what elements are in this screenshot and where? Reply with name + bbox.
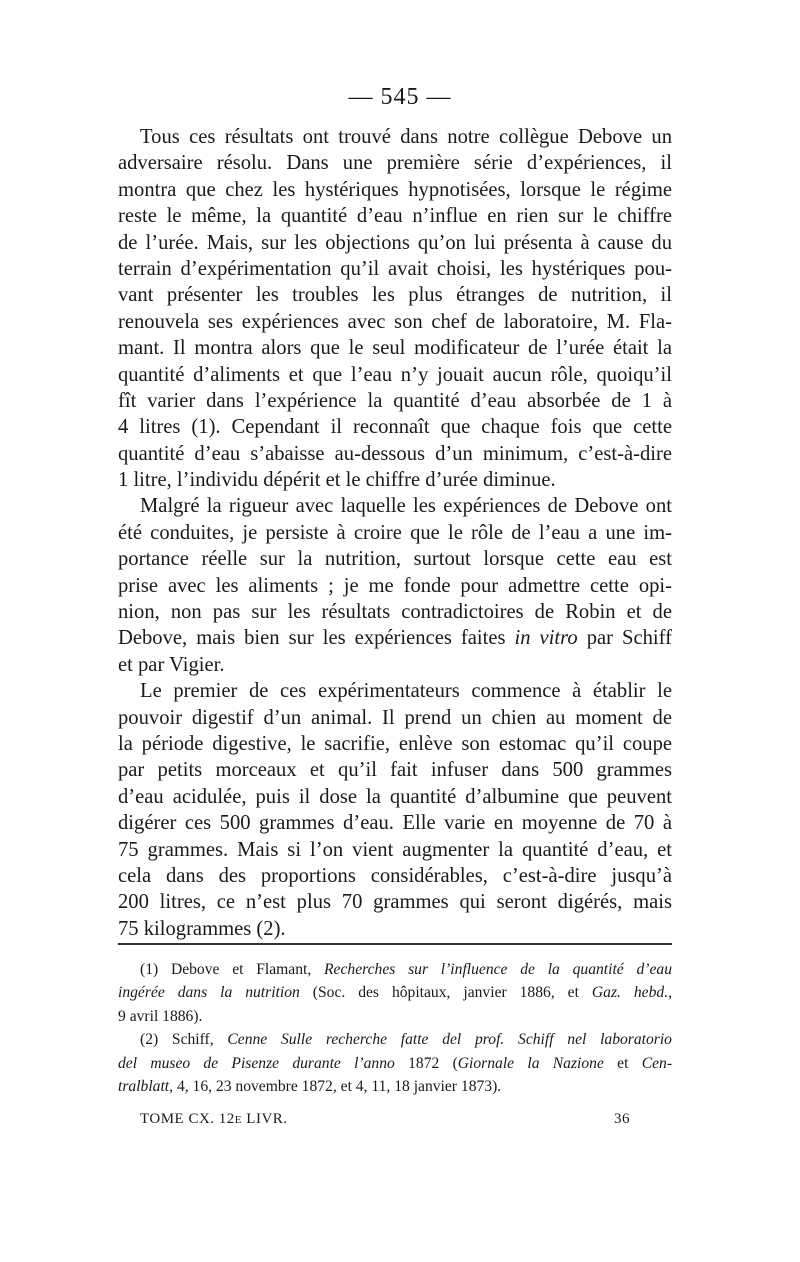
text-line: nion, non pas sur les résultats contradictoires de Robin et de <box>118 601 672 624</box>
text-line: 1 litre, l’individu dépérit et le chiffre d’urée diminue. <box>118 469 556 492</box>
text-line: Tous ces résultats ont trouvé dans notre collègue Debove un <box>140 126 672 148</box>
footnote-line <box>118 981 672 1004</box>
text-line: 75 kilogrammes (2). <box>118 917 286 940</box>
italic-run: Gaz. hebd. <box>591 984 669 1002</box>
italic-run: Recherches sur l’influence de la quantité d’eau <box>324 961 672 978</box>
text-run: (1) Debove et Flamant, <box>140 961 312 978</box>
text-run: par Schiff <box>586 627 672 650</box>
text-line: renouvela ses expériences avec son chef de laboratoire, M. Fla- <box>118 310 672 333</box>
text-line: la période digestive, le sacrifie, enlève son estomac qu’il coupe <box>118 732 672 755</box>
text-line: prise avec les aliments ; je me fonde pour admettre cette opi- <box>118 574 672 597</box>
footnote-divider <box>118 943 672 945</box>
text-line: de l’urée. Mais, sur les objections qu’on lui présenta à cause du <box>118 231 672 254</box>
italic-run: Cenne Sulle recherche fatte del prof. Schiff nel laboratorio <box>227 1031 672 1049</box>
text-line: 75 grammes. Mais si l’on vient augmenter la quantité d’eau, et <box>118 838 672 861</box>
footnote-line: 9 avril 1886). <box>118 1007 203 1025</box>
text-line: d’eau acidulée, puis il dose la quantité d’albumine que peuvent <box>118 785 672 808</box>
footnote-line <box>118 1052 672 1075</box>
text-run: ( <box>452 1054 458 1072</box>
text-line: adversaire résolu. Dans une première série d’expériences, il <box>118 152 672 175</box>
text-line: Malgré la rigueur avec laquelle les expériences de Debove ont <box>140 495 672 518</box>
text-line: cela dans des proportions considérables, c’est-à-dire jusqu’à <box>118 864 672 887</box>
main-text <box>118 124 672 942</box>
text-line: par petits morceaux et qu’il fait infuser dans 500 grammes <box>118 759 672 782</box>
text-run: , <box>668 984 673 1002</box>
italic-run: del museo de Pisenze durante l’anno <box>118 1054 395 1072</box>
text-line: mant. Il montra alors que le seul modificateur de l’urée était la <box>118 337 672 360</box>
text-line: terrain d’expérimentation qu’il avait choisi, les hystériques pou- <box>118 257 672 280</box>
text-line-mixed <box>118 625 672 651</box>
italic-run: Cen- <box>641 1054 673 1072</box>
text-line: 200 litres, ce n’est plus 70 grammes qui seront digérés, mais <box>118 891 672 914</box>
text-line: vant présenter les troubles les plus étranges de nutrition, il <box>118 284 672 307</box>
text-run: Debove, mais bien sur les expériences faites <box>118 627 506 650</box>
page-number: — 545 — <box>348 84 452 110</box>
footnote-line <box>118 958 672 981</box>
text-line: Le premier de ces expérimentateurs commence à établir le <box>140 680 672 703</box>
text-line: reste le même, la quantité d’eau n’influe en rien sur le chiffre <box>118 205 672 228</box>
italic-run: Giornale la Nazione <box>457 1054 604 1072</box>
text-run: 4, 16, 23 novembre 1872, et 4, 11, 18 janvier 1873). <box>176 1077 502 1095</box>
text-run: (2) Schiff, <box>140 1031 214 1049</box>
sheet-number: 36 <box>614 1111 630 1127</box>
text-line: été conduites, je persiste à croire que le rôle de l’eau a une im- <box>118 521 672 544</box>
text-line: montra que chez les hystériques hypnotisées, lorsque le régime <box>118 178 672 201</box>
text-run: 1872 <box>408 1054 440 1072</box>
italic-run: ingérée dans la nutrition <box>118 984 300 1002</box>
text-line: fît varier dans l’expérience la quantité d’eau absorbée de 1 à <box>118 389 672 412</box>
text-run: et <box>617 1054 629 1072</box>
text-line: pouvoir digestif d’un animal. Il prend un chien au moment de <box>118 706 672 729</box>
text-line: quantité d’aliments et que l’eau n’y jouait aucun rôle, quoiqu’il <box>118 363 672 386</box>
signature-mark: TOME CX. 12e LIVR. <box>140 1111 288 1127</box>
text-line: portance réelle sur la nutrition, surtout lorsque cette eau est <box>118 548 672 571</box>
text-line: quantité d’eau s’abaisse au-dessous d’un minimum, c’est-à-dire <box>118 442 672 465</box>
footnote-line <box>118 1075 672 1098</box>
footnotes <box>118 958 672 1098</box>
text-run: (Soc. des hôpitaux, janvier 1886, et <box>312 984 579 1002</box>
text-line: digérer ces 500 grammes d’eau. Elle varie en moyenne de 70 à <box>118 812 672 835</box>
text-line: 4 litres (1). Cependant il reconnaît que chaque fois que cette <box>118 416 672 439</box>
italic-run: tralblatt, <box>118 1077 174 1095</box>
footnote-line <box>118 1028 672 1051</box>
italic-run: in vitro <box>514 627 578 650</box>
text-line: et par Vigier. <box>118 653 225 676</box>
